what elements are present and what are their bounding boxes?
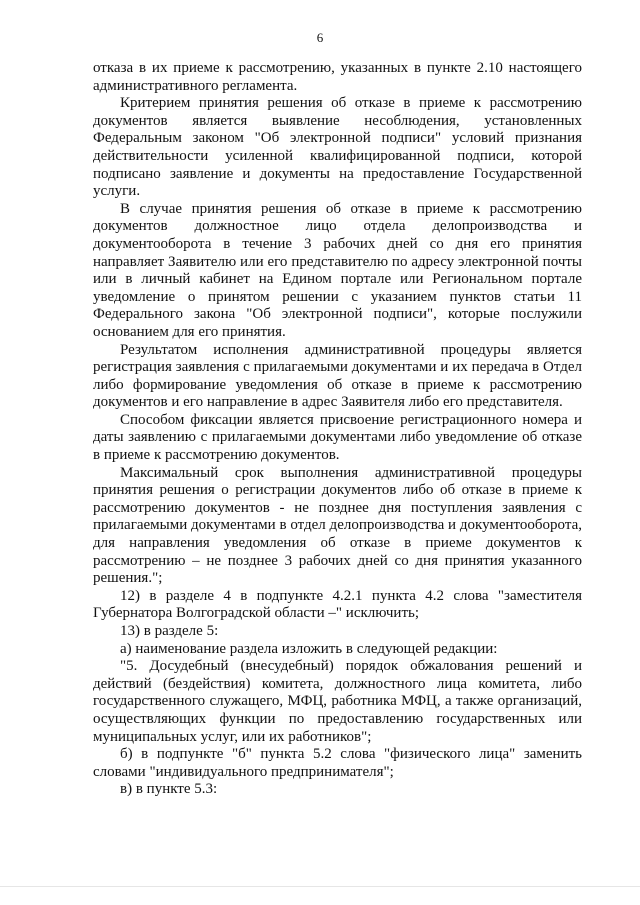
paragraph-7: 12) в разделе 4 в подпункте 4.2.1 пункта 4.2 слова "заместителя Губернатора Волгоградской области –" исключить; <box>93 587 582 622</box>
page-number: 6 <box>316 30 324 45</box>
paragraph-3: В случае принятия решения об отказе в приеме к рассмотрению документов должностное лицо отдела делопроизводства и документооборота в течение 3 рабочих дней со дня его принятия направляет Заявителю или его представителю по адресу электронной почты или в личный кабинет на Едином портале или Региональном портале уведомление о принятом решении с указанием пунктов статьи 11 Федерального закона "Об электронной подписи", которые послужили основанием для его принятия. <box>93 200 582 340</box>
paragraph-6: Максимальный срок выполнения административной процедуры принятия решения о регистрации документов либо об отказе в приеме к рассмотрению документов - не позднее дня поступления заявления с прилагаемыми документами в отдел делопроизводства и документооборота, для направления уведомления об отказе в приеме документов к рассмотрению – не позднее 3 рабочих дней со дня принятия указанного решения."; <box>93 464 582 587</box>
scan-edge-line <box>0 886 640 887</box>
document-body <box>93 60 582 799</box>
paragraph-10: "5. Досудебный (внесудебный) порядок обжалования решений и действий (бездействия) комитета, должностного лица комитета, либо государственного служащего, МФЦ, работника МФЦ, а также организаций, осуществляющих функции по предоставлению государственных или муниципальных услуг, или их работников"; <box>93 658 582 745</box>
paragraph-5: Способом фиксации является присвоение регистрационного номера и даты заявлению с прилагаемыми документами либо уведомление об отказе в приеме к рассмотрению документов. <box>93 411 582 464</box>
paragraph-2: Критерием принятия решения об отказе в приеме к рассмотрению документов является выявление несоблюдения, установленных Федеральным законом "Об электронной подписи" условий признания действительности усиленной квалифицированной подписи, которой подписано заявление и документы на предоставление Государственной услуги. <box>93 95 582 200</box>
paragraph-1: отказа в их приеме к рассмотрению, указанных в пункте 2.10 настоящего административного регламента. <box>93 60 582 94</box>
paragraph-11: б) в подпункте "б" пункта 5.2 слова "физического лица" заменить словами "индивидуального предпринимателя"; <box>93 746 582 780</box>
paragraph-8: 13) в разделе 5: <box>120 623 219 639</box>
paragraph-4: Результатом исполнения административной процедуры является регистрация заявления с прилагаемыми документами и их передача в Отдел либо формирование уведомления об отказе в приеме к рассмотрению документов и его направление в адрес Заявителя либо его представителя. <box>93 341 582 411</box>
paragraph-9: а) наименование раздела изложить в следующей редакции: <box>120 640 498 657</box>
paragraph-12: в) в пункте 5.3: <box>120 781 218 798</box>
